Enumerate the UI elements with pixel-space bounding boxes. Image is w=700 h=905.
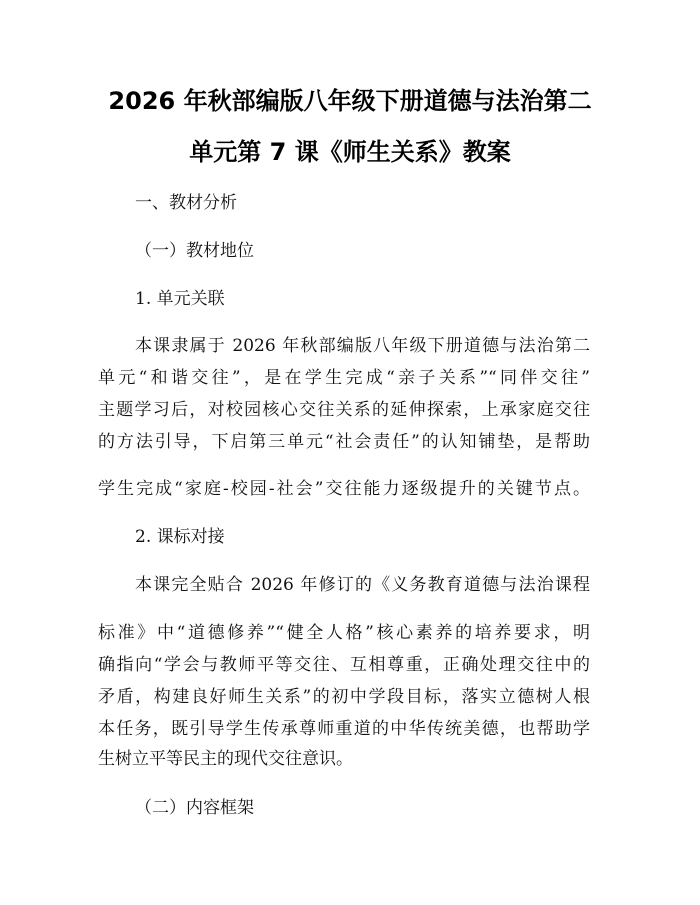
subsection-heading-content-framework: （二）内容框架 — [135, 798, 254, 818]
document-title-line-2: 单元第 7 课《师生关系》教案 — [189, 138, 511, 166]
paragraph-line: 标准》中“道德修养”“健全人格”核心素养的培养要求，明 — [98, 623, 590, 643]
paragraph-line: 本课隶属于 2026 年秋部编版八年级下册道德与法治第二 — [135, 336, 590, 356]
paragraph-line: 本课完全贴合 2026 年修订的《义务教育道德与法治课程 — [135, 575, 590, 595]
paragraph-line: 单元“和谐交往”，是在学生完成“亲子关系”“同伴交往” — [98, 368, 590, 388]
document-title-line-1: 2026 年秋部编版八年级下册道德与法治第二 — [108, 87, 592, 115]
paragraph-line: 生树立平等民主的现代交往意识。 — [98, 749, 353, 769]
paragraph-line: 矛盾，构建良好师生关系”的初中学段目标，落实立德树人根 — [98, 687, 590, 707]
paragraph-line: 确指向“学会与教师平等交往、互相尊重，正确处理交往中的 — [98, 655, 590, 675]
subsection-heading-textbook-position: （一）教材地位 — [135, 241, 254, 261]
paragraph-line: 学生完成“家庭-校园-社会”交往能力逐级提升的关键节点。 — [98, 479, 590, 499]
paragraph-line: 主题学习后，对校园核心交往关系的延伸探索，上承家庭交往 — [98, 400, 590, 420]
item-heading-curriculum-alignment: 2. 课标对接 — [135, 527, 225, 547]
item-heading-unit-connection: 1. 单元关联 — [135, 289, 225, 309]
paragraph-line: 的方法引导，下启第三单元“社会责任”的认知铺垫，是帮助 — [98, 432, 590, 452]
section-heading-textbook-analysis: 一、教材分析 — [135, 193, 237, 213]
paragraph-line: 本任务，既引导学生传承尊师重道的中华传统美德，也帮助学 — [98, 719, 590, 739]
